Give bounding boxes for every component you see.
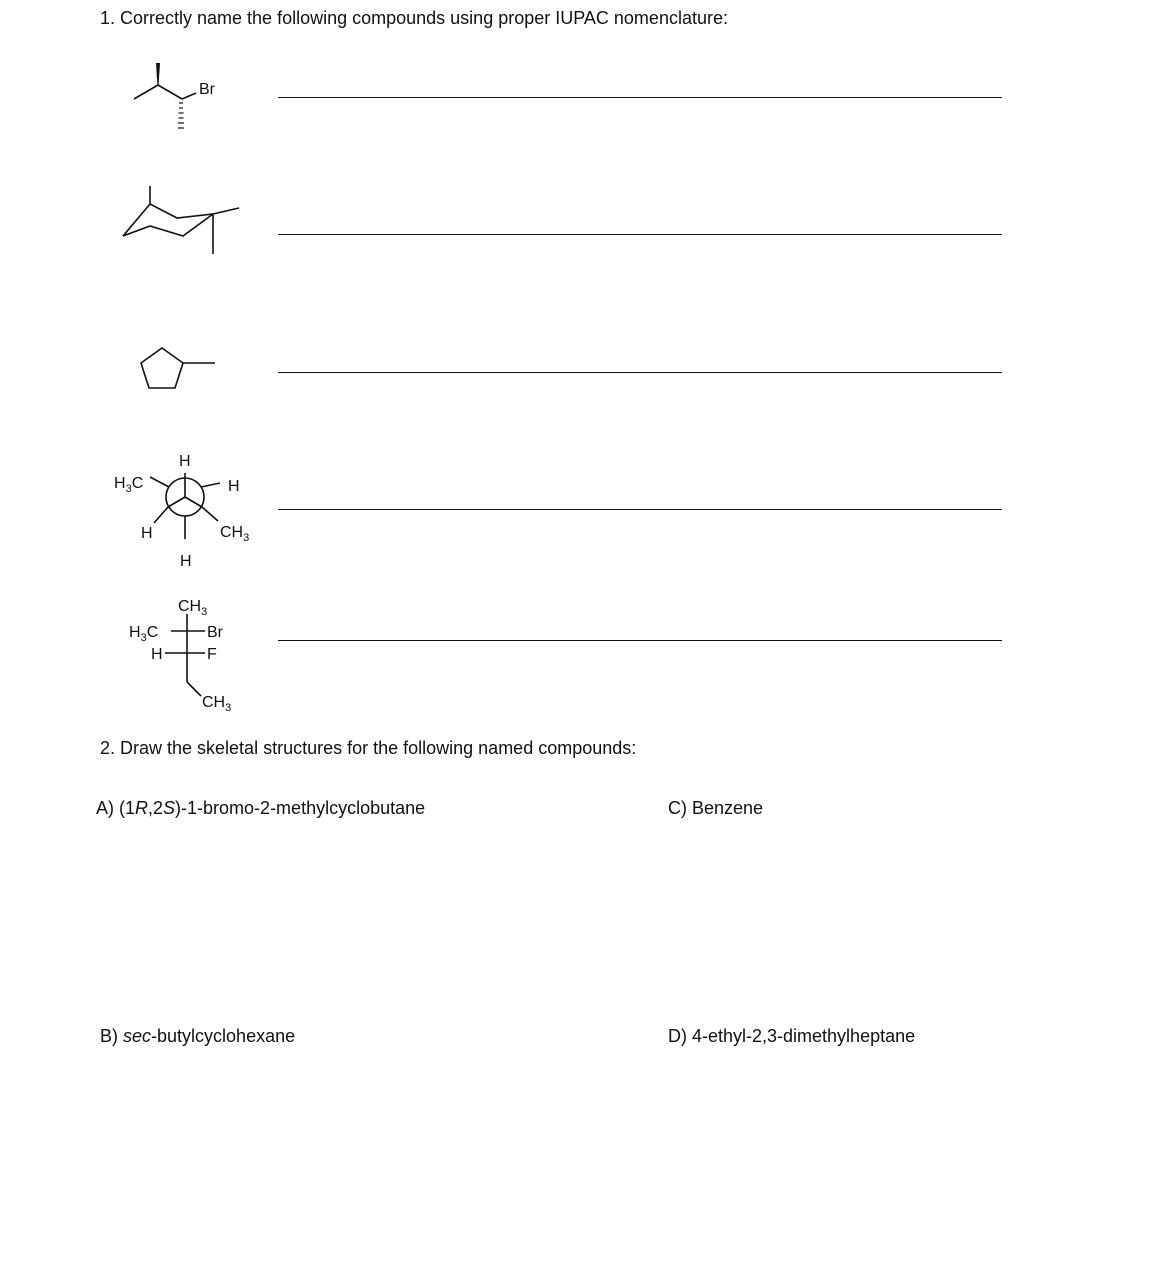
wedge-bond: [156, 63, 160, 85]
newman-h3c-label: $H_3C$: [114, 475, 144, 495]
answer-line-3[interactable]: [278, 372, 1002, 373]
structure-c: [135, 340, 225, 400]
item-b: B) sec-butylcyclohexane: [100, 1026, 296, 1046]
answer-line-2[interactable]: [278, 234, 1002, 235]
structure-b: [115, 178, 245, 258]
answer-line-1[interactable]: [278, 97, 1002, 98]
question-2-prompt: 2. Draw the skeletal structures for the following named compounds:: [100, 738, 637, 758]
answer-line-5[interactable]: [278, 640, 1002, 641]
structure-e-fischer: [125, 590, 265, 720]
fischer-br-label: Br: [207, 624, 223, 641]
fischer-ch3-top: $CH_3$: [178, 598, 208, 618]
item-c: C) Benzene: [668, 798, 764, 818]
question-1-prompt: 1. Correctly name the following compounds using proper IUPAC nomenclature:: [100, 8, 728, 28]
fischer-ch3-bottom: $CH_3$: [202, 694, 232, 714]
fischer-f-label: F: [207, 646, 217, 663]
item-d: D) 4-ethyl-2,3-dimethylheptane: [668, 1026, 916, 1046]
fischer-h-label: H: [151, 646, 163, 663]
structure-a: [120, 55, 240, 140]
fischer-h3c-label: $H_3C$: [129, 624, 159, 644]
hashed-bond: [178, 103, 184, 128]
answer-line-4[interactable]: [278, 509, 1002, 510]
newman-h-bottom: H: [180, 553, 192, 570]
item-a: A) (1R,2S)-1-bromo-2-methylcyclobutane: [96, 798, 426, 818]
newman-h-right: H: [228, 478, 240, 495]
newman-ch3-label: $CH_3$: [220, 524, 250, 544]
bromine-label: Br: [199, 81, 215, 98]
newman-h-top: H: [179, 453, 191, 470]
newman-h-left: H: [141, 525, 153, 542]
structure-d-newman: [108, 445, 268, 575]
